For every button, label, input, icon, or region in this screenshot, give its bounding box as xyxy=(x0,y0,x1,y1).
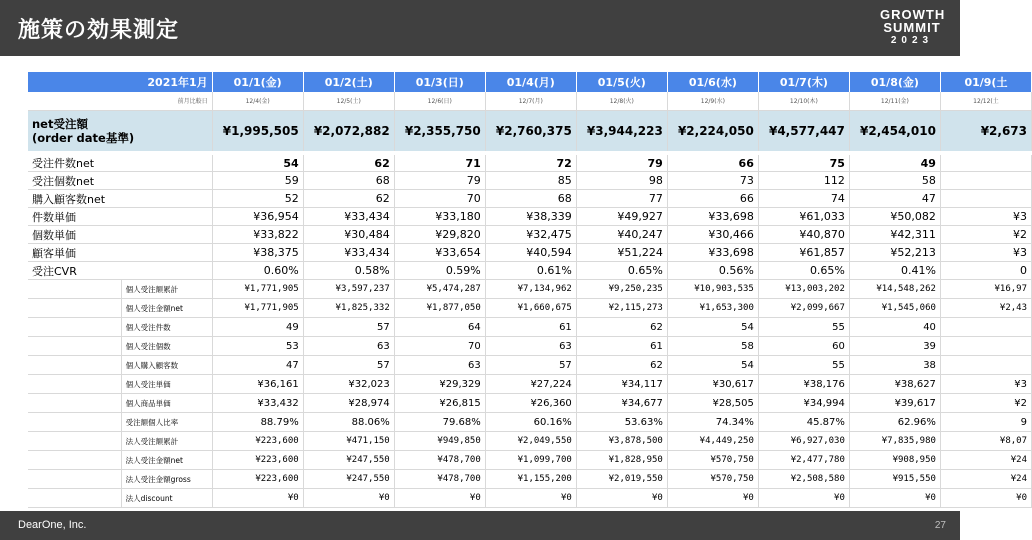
sub-metric-value: ¥223,600 xyxy=(212,451,303,470)
sub-metric-label: 個人購入顧客数 xyxy=(121,356,212,375)
sub-metric-label: 法人discount xyxy=(121,489,212,508)
metric-value: 77 xyxy=(576,190,667,208)
metric-value: ¥40,247 xyxy=(576,226,667,244)
sub-metric-value: ¥26,815 xyxy=(394,394,485,413)
sub-metric-value: ¥27,224 xyxy=(485,375,576,394)
footer-bar xyxy=(0,511,960,540)
sub-metric-value: ¥28,974 xyxy=(303,394,394,413)
metric-value: ¥49,927 xyxy=(576,208,667,226)
logo-line-3: 2023 xyxy=(890,35,934,46)
metric-row xyxy=(28,190,1032,208)
sub-metric-label: 法人受注額累計 xyxy=(121,432,212,451)
sub-metric-value: 70 xyxy=(394,337,485,356)
date-header-row xyxy=(28,72,1032,92)
metric-value: 47 xyxy=(849,190,940,208)
metric-value: ¥33,822 xyxy=(212,226,303,244)
metric-value: 0.41% xyxy=(849,262,940,280)
sub-metric-value: ¥478,700 xyxy=(394,451,485,470)
sub-metric-value: ¥1,771,905 xyxy=(212,280,303,299)
net-total-value: ¥2,072,882 xyxy=(303,110,394,153)
sub-metric-value: ¥2,049,550 xyxy=(485,432,576,451)
date-header: 01/8(金) xyxy=(849,72,940,92)
sub-metric-value: ¥7,134,962 xyxy=(485,280,576,299)
sub-metric-value: ¥28,505 xyxy=(667,394,758,413)
metric-row xyxy=(28,244,1032,262)
metric-value: ¥50,082 xyxy=(849,208,940,226)
sub-metric-value: 63 xyxy=(394,356,485,375)
sub-metric-value: 61 xyxy=(485,318,576,337)
sub-metric-value: ¥2,115,273 xyxy=(576,299,667,318)
sub-metric-value: 62 xyxy=(576,318,667,337)
sub-metric-value: ¥29,329 xyxy=(394,375,485,394)
sub-metric-row xyxy=(28,375,1032,394)
sub-metric-spacer xyxy=(28,451,121,470)
sub-metric-value: ¥26,360 xyxy=(485,394,576,413)
sub-metric-value xyxy=(940,318,1031,337)
sub-metric-value: 63 xyxy=(303,337,394,356)
sub-metric-value: 62 xyxy=(576,356,667,375)
sub-metric-spacer xyxy=(28,470,121,489)
prev-date-cell: 12/6(日) xyxy=(394,92,485,110)
sub-metric-value: ¥0 xyxy=(394,489,485,508)
sub-metric-value: 58 xyxy=(667,337,758,356)
sub-metric-value: 60 xyxy=(758,337,849,356)
sub-metric-value: ¥1,545,060 xyxy=(849,299,940,318)
metric-row xyxy=(28,226,1032,244)
metric-value: 0.61% xyxy=(485,262,576,280)
metric-row xyxy=(28,153,1032,172)
sub-metric-spacer xyxy=(28,299,121,318)
date-header: 01/7(木) xyxy=(758,72,849,92)
sub-metric-value: ¥9,250,235 xyxy=(576,280,667,299)
sub-metric-row xyxy=(28,299,1032,318)
metric-label: 顧客単価 xyxy=(28,244,212,262)
prev-date-row xyxy=(28,92,1032,110)
sub-metric-value: ¥247,550 xyxy=(303,451,394,470)
sub-metric-value: ¥0 xyxy=(485,489,576,508)
sub-metric-row xyxy=(28,280,1032,299)
sub-metric-value: ¥24 xyxy=(940,451,1031,470)
metric-value: ¥33,698 xyxy=(667,208,758,226)
date-header: 01/5(火) xyxy=(576,72,667,92)
metric-value: 68 xyxy=(303,172,394,190)
sub-metric-label: 個人受注額累計 xyxy=(121,280,212,299)
slide-title: 施策の効果測定 xyxy=(18,18,180,43)
sub-metric-value: ¥570,750 xyxy=(667,470,758,489)
date-header: 01/9(土 xyxy=(940,72,1031,92)
metric-value: 0.58% xyxy=(303,262,394,280)
sub-metric-value: ¥36,161 xyxy=(212,375,303,394)
logo-line-1: GROWTH xyxy=(880,7,946,22)
net-total-value: ¥2,454,010 xyxy=(849,110,940,153)
metric-value: ¥40,594 xyxy=(485,244,576,262)
metric-value: 70 xyxy=(394,190,485,208)
metric-value: ¥30,484 xyxy=(303,226,394,244)
date-header: 01/3(日) xyxy=(394,72,485,92)
sub-metric-value: 79.68% xyxy=(394,413,485,432)
sub-metric-row xyxy=(28,413,1032,432)
sub-metric-value: ¥908,950 xyxy=(849,451,940,470)
sub-metric-value: ¥3,878,500 xyxy=(576,432,667,451)
sub-metric-value: 53 xyxy=(212,337,303,356)
sub-metric-value xyxy=(940,337,1031,356)
sub-metric-spacer xyxy=(28,432,121,451)
metric-label: 件数単価 xyxy=(28,208,212,226)
sub-metric-value: ¥0 xyxy=(212,489,303,508)
sub-metric-value xyxy=(940,356,1031,375)
sub-metric-value: ¥0 xyxy=(667,489,758,508)
metric-value: 0.65% xyxy=(758,262,849,280)
metric-value: 68 xyxy=(485,190,576,208)
metric-value: ¥42,311 xyxy=(849,226,940,244)
metric-value: 85 xyxy=(485,172,576,190)
metrics-table xyxy=(28,72,1032,508)
net-total-value: ¥4,577,447 xyxy=(758,110,849,153)
metric-row xyxy=(28,172,1032,190)
sub-metric-value: ¥5,474,287 xyxy=(394,280,485,299)
net-total-value: ¥3,944,223 xyxy=(576,110,667,153)
date-header: 01/6(水) xyxy=(667,72,758,92)
sub-metric-row xyxy=(28,337,1032,356)
sub-metric-spacer xyxy=(28,318,121,337)
month-header: 2021年1月 xyxy=(28,72,212,92)
net-total-value: ¥2,760,375 xyxy=(485,110,576,153)
sub-metric-spacer xyxy=(28,280,121,299)
sub-metric-value: 54 xyxy=(667,356,758,375)
metric-value: 71 xyxy=(394,153,485,172)
sub-metric-value: 60.16% xyxy=(485,413,576,432)
metric-value: ¥33,698 xyxy=(667,244,758,262)
sub-metric-value: ¥10,903,535 xyxy=(667,280,758,299)
metric-value: ¥61,857 xyxy=(758,244,849,262)
sub-metric-value: 47 xyxy=(212,356,303,375)
metric-label: 受注件数net xyxy=(28,153,212,172)
sub-metric-label: 法人受注金額gross xyxy=(121,470,212,489)
prev-date-cell: 12/9(水) xyxy=(667,92,758,110)
sub-metric-value: ¥7,835,980 xyxy=(849,432,940,451)
sub-metric-value: 9 xyxy=(940,413,1031,432)
metrics-table-body xyxy=(28,72,1032,508)
sub-metric-value: 49 xyxy=(212,318,303,337)
sub-metric-value: ¥2,477,780 xyxy=(758,451,849,470)
sub-metric-spacer xyxy=(28,375,121,394)
sub-metric-value: 55 xyxy=(758,318,849,337)
sub-metric-row xyxy=(28,432,1032,451)
metric-value: ¥33,434 xyxy=(303,208,394,226)
metric-label: 購入顧客数net xyxy=(28,190,212,208)
metric-row xyxy=(28,208,1032,226)
sub-metric-spacer xyxy=(28,356,121,375)
header-bar xyxy=(0,0,960,56)
sub-metric-value: ¥1,877,050 xyxy=(394,299,485,318)
prev-date-cell: 12/12(土 xyxy=(940,92,1031,110)
metric-value: 0.60% xyxy=(212,262,303,280)
metric-value: ¥3 xyxy=(940,244,1031,262)
sub-metric-value: 74.34% xyxy=(667,413,758,432)
metric-value: ¥29,820 xyxy=(394,226,485,244)
sub-metric-value: ¥8,07 xyxy=(940,432,1031,451)
metric-value: 49 xyxy=(849,153,940,172)
sub-metric-value: ¥34,117 xyxy=(576,375,667,394)
metric-value: ¥30,466 xyxy=(667,226,758,244)
sub-metric-spacer xyxy=(28,413,121,432)
sub-metric-value: ¥3,597,237 xyxy=(303,280,394,299)
sub-metric-row xyxy=(28,318,1032,337)
sub-metric-value: 64 xyxy=(394,318,485,337)
sub-metric-value: ¥34,677 xyxy=(576,394,667,413)
sub-metric-value: ¥13,003,202 xyxy=(758,280,849,299)
sub-metric-value: 63 xyxy=(485,337,576,356)
metric-value: 0 xyxy=(940,262,1031,280)
sub-metric-row xyxy=(28,489,1032,508)
metric-value: 98 xyxy=(576,172,667,190)
metric-row xyxy=(28,262,1032,280)
metric-value: ¥52,213 xyxy=(849,244,940,262)
sub-metric-value: ¥1,099,700 xyxy=(485,451,576,470)
metric-value: 66 xyxy=(667,153,758,172)
sub-metric-label: 個人受注単価 xyxy=(121,375,212,394)
metric-label: 受注CVR xyxy=(28,262,212,280)
metric-value xyxy=(940,190,1031,208)
sub-metric-row xyxy=(28,356,1032,375)
sub-metric-value: ¥223,600 xyxy=(212,470,303,489)
prev-date-cell: 12/4(金) xyxy=(212,92,303,110)
sub-metric-spacer xyxy=(28,394,121,413)
net-total-label-line-1: net受注額 xyxy=(32,116,88,131)
sub-metric-value: 57 xyxy=(303,318,394,337)
sub-metric-value: ¥30,617 xyxy=(667,375,758,394)
sub-metric-value: ¥38,627 xyxy=(849,375,940,394)
sub-metric-label: 個人受注件数 xyxy=(121,318,212,337)
metric-value: ¥32,475 xyxy=(485,226,576,244)
logo-line-2: SUMMIT xyxy=(883,20,941,35)
metric-value xyxy=(940,172,1031,190)
metric-value: 59 xyxy=(212,172,303,190)
metric-value: 52 xyxy=(212,190,303,208)
sub-metric-label: 個人商品単価 xyxy=(121,394,212,413)
sub-metric-value: 88.06% xyxy=(303,413,394,432)
sub-metric-value: ¥0 xyxy=(940,489,1031,508)
sub-metric-value: ¥34,994 xyxy=(758,394,849,413)
sub-metric-value: ¥570,750 xyxy=(667,451,758,470)
sub-metric-value: ¥1,155,200 xyxy=(485,470,576,489)
sub-metric-value: 62.96% xyxy=(849,413,940,432)
prev-date-cell: 12/5(土) xyxy=(303,92,394,110)
metric-value: 73 xyxy=(667,172,758,190)
date-header: 01/4(月) xyxy=(485,72,576,92)
metric-value: 75 xyxy=(758,153,849,172)
net-total-value: ¥1,995,505 xyxy=(212,110,303,153)
metric-value: ¥3 xyxy=(940,208,1031,226)
net-total-label xyxy=(28,110,212,153)
metric-value: 62 xyxy=(303,190,394,208)
sub-metric-value: 38 xyxy=(849,356,940,375)
sub-metric-value: ¥915,550 xyxy=(849,470,940,489)
sub-metric-value: ¥949,850 xyxy=(394,432,485,451)
sub-metric-value: ¥0 xyxy=(303,489,394,508)
date-header: 01/2(土) xyxy=(303,72,394,92)
metrics-table-container xyxy=(28,72,1027,503)
sub-metric-value: ¥0 xyxy=(576,489,667,508)
metric-label: 受注個数net xyxy=(28,172,212,190)
sub-metric-value: ¥1,828,950 xyxy=(576,451,667,470)
net-total-value: ¥2,673 xyxy=(940,110,1031,153)
sub-metric-value: ¥6,927,030 xyxy=(758,432,849,451)
metric-value: ¥36,954 xyxy=(212,208,303,226)
sub-metric-value: ¥223,600 xyxy=(212,432,303,451)
metric-value: 66 xyxy=(667,190,758,208)
prev-date-label: 前月比較日 xyxy=(28,92,212,110)
metric-value: 112 xyxy=(758,172,849,190)
sub-metric-value: ¥2,43 xyxy=(940,299,1031,318)
sub-metric-value: 40 xyxy=(849,318,940,337)
metric-value: 79 xyxy=(394,172,485,190)
sub-metric-spacer xyxy=(28,489,121,508)
sub-metric-value: ¥471,150 xyxy=(303,432,394,451)
sub-metric-value: ¥247,550 xyxy=(303,470,394,489)
sub-metric-value: ¥0 xyxy=(758,489,849,508)
sub-metric-value: ¥1,660,675 xyxy=(485,299,576,318)
sub-metric-label: 法人受注金額net xyxy=(121,451,212,470)
metric-value: ¥33,654 xyxy=(394,244,485,262)
metric-label: 個数単価 xyxy=(28,226,212,244)
net-total-value: ¥2,224,050 xyxy=(667,110,758,153)
sub-metric-value: ¥24 xyxy=(940,470,1031,489)
sub-metric-value: 61 xyxy=(576,337,667,356)
sub-metric-spacer xyxy=(28,337,121,356)
sub-metric-value: 53.63% xyxy=(576,413,667,432)
metric-value: 0.65% xyxy=(576,262,667,280)
sub-metric-value: ¥0 xyxy=(849,489,940,508)
sub-metric-label: 受注額個人比率 xyxy=(121,413,212,432)
sub-metric-value: ¥39,617 xyxy=(849,394,940,413)
net-total-value: ¥2,355,750 xyxy=(394,110,485,153)
sub-metric-value: ¥1,771,905 xyxy=(212,299,303,318)
date-header: 01/1(金) xyxy=(212,72,303,92)
sub-metric-value: ¥1,825,332 xyxy=(303,299,394,318)
metric-value: ¥51,224 xyxy=(576,244,667,262)
sub-metric-value: 88.79% xyxy=(212,413,303,432)
sub-metric-value: 57 xyxy=(303,356,394,375)
sub-metric-value: ¥2 xyxy=(940,394,1031,413)
growth-summit-logo xyxy=(880,8,944,46)
metric-value: 74 xyxy=(758,190,849,208)
sub-metric-value: ¥1,653,300 xyxy=(667,299,758,318)
metric-value: ¥33,180 xyxy=(394,208,485,226)
sub-metric-value: 57 xyxy=(485,356,576,375)
metric-value: 58 xyxy=(849,172,940,190)
sub-metric-value: ¥2,508,580 xyxy=(758,470,849,489)
prev-date-cell: 12/10(木) xyxy=(758,92,849,110)
metric-value: ¥38,339 xyxy=(485,208,576,226)
metric-value: 54 xyxy=(212,153,303,172)
metric-value: ¥40,870 xyxy=(758,226,849,244)
net-total-label-line-2: (order date基準) xyxy=(32,130,135,145)
sub-metric-label: 個人受注金額net xyxy=(121,299,212,318)
metric-value: 0.56% xyxy=(667,262,758,280)
sub-metric-value: ¥2,099,667 xyxy=(758,299,849,318)
sub-metric-value: ¥478,700 xyxy=(394,470,485,489)
sub-metric-value: 39 xyxy=(849,337,940,356)
metric-value: ¥38,375 xyxy=(212,244,303,262)
sub-metric-value: ¥14,548,262 xyxy=(849,280,940,299)
prev-date-cell: 12/11(金) xyxy=(849,92,940,110)
company-name: DearOne, Inc. xyxy=(18,519,87,531)
metric-value: ¥33,434 xyxy=(303,244,394,262)
page-number: 27 xyxy=(934,520,946,531)
metric-value: ¥61,033 xyxy=(758,208,849,226)
sub-metric-value: ¥2,019,550 xyxy=(576,470,667,489)
sub-metric-row xyxy=(28,470,1032,489)
sub-metric-value: 54 xyxy=(667,318,758,337)
metric-value: 0.59% xyxy=(394,262,485,280)
prev-date-cell: 12/7(月) xyxy=(485,92,576,110)
prev-date-cell: 12/8(火) xyxy=(576,92,667,110)
metric-value xyxy=(940,153,1031,172)
sub-metric-value: ¥38,176 xyxy=(758,375,849,394)
sub-metric-label: 個人受注個数 xyxy=(121,337,212,356)
metric-value: 62 xyxy=(303,153,394,172)
sub-metric-value: ¥3 xyxy=(940,375,1031,394)
metric-value: ¥2 xyxy=(940,226,1031,244)
sub-metric-value: ¥32,023 xyxy=(303,375,394,394)
metric-value: 72 xyxy=(485,153,576,172)
net-total-row xyxy=(28,110,1032,153)
sub-metric-value: 45.87% xyxy=(758,413,849,432)
metric-value: 79 xyxy=(576,153,667,172)
sub-metric-value: ¥33,432 xyxy=(212,394,303,413)
sub-metric-row xyxy=(28,451,1032,470)
sub-metric-value: ¥16,97 xyxy=(940,280,1031,299)
sub-metric-value: 55 xyxy=(758,356,849,375)
sub-metric-row xyxy=(28,394,1032,413)
sub-metric-value: ¥4,449,250 xyxy=(667,432,758,451)
